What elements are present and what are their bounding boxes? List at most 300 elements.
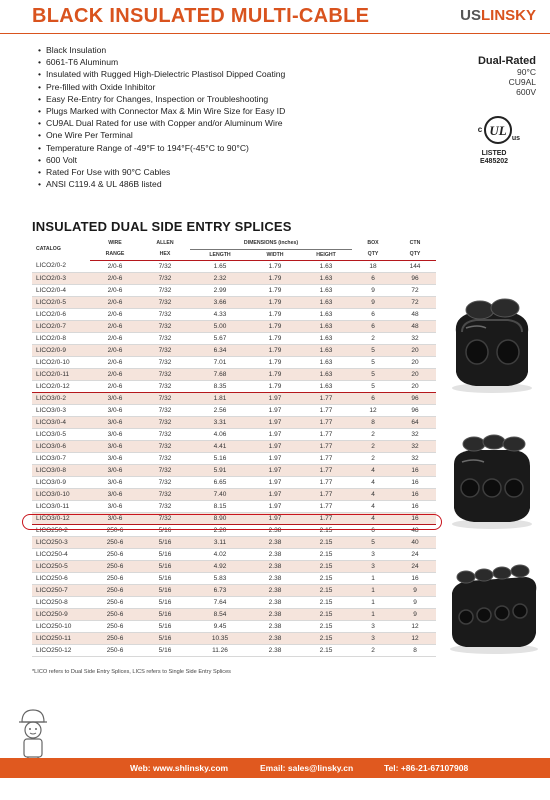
table-cell: 7/32 xyxy=(140,344,190,356)
table-cell: 48 xyxy=(394,524,436,536)
table-cell: 5/16 xyxy=(140,536,190,548)
table-cell: 2.38 xyxy=(250,608,300,620)
table-cell: 6.65 xyxy=(190,476,250,488)
table-row xyxy=(32,308,436,320)
table-cell: LICO250-10 xyxy=(32,620,90,632)
table-cell: 32 xyxy=(394,332,436,344)
table-cell: 5/16 xyxy=(140,524,190,536)
table-cell: 1.97 xyxy=(250,500,300,512)
table-cell: 250-6 xyxy=(90,524,140,536)
table-cell: 7/32 xyxy=(140,452,190,464)
table-cell: 7/32 xyxy=(140,512,190,524)
table-cell: LICO2/0-4 xyxy=(32,284,90,296)
table-cell: 250-6 xyxy=(90,584,140,596)
spec-table xyxy=(32,237,436,657)
table-cell: 9 xyxy=(394,584,436,596)
table-cell: 6.34 xyxy=(190,344,250,356)
table-cell: 1.63 xyxy=(300,308,352,320)
table-cell: 5/16 xyxy=(140,644,190,656)
rating-heading: Dual-Rated xyxy=(477,55,536,67)
table-cell: 2.15 xyxy=(300,560,352,572)
table-cell: 7.01 xyxy=(190,356,250,368)
table-cell: 2 xyxy=(352,440,394,452)
table-cell: 250-6 xyxy=(90,608,140,620)
table-cell: 5.00 xyxy=(190,320,250,332)
table-cell: 3/0-6 xyxy=(90,428,140,440)
table-cell: 7.68 xyxy=(190,368,250,380)
table-cell: 7/32 xyxy=(140,260,190,272)
table-cell: 1.79 xyxy=(250,272,300,284)
table-cell: 2.38 xyxy=(250,644,300,656)
table-cell: LICO3/0-11 xyxy=(32,500,90,512)
footer-tel: Tel: +86-21-67107908 xyxy=(384,763,469,773)
table-row xyxy=(32,632,436,644)
table-cell: LICO250-4 xyxy=(32,548,90,560)
table-cell: 1.97 xyxy=(250,452,300,464)
table-cell: 1.77 xyxy=(300,464,352,476)
footer-web: Web: www.shlinsky.com xyxy=(130,763,229,773)
table-row xyxy=(32,596,436,608)
table-cell: 2/0-6 xyxy=(90,272,140,284)
table-cell: 5/16 xyxy=(140,572,190,584)
table-cell: 16 xyxy=(394,512,436,524)
table-cell: 5/16 xyxy=(140,548,190,560)
table-cell: 7/32 xyxy=(140,440,190,452)
table-cell: 3 xyxy=(352,548,394,560)
table-cell: LICO250-7 xyxy=(32,584,90,596)
table-cell: 72 xyxy=(394,296,436,308)
table-cell: 2.15 xyxy=(300,632,352,644)
table-cell: 6 xyxy=(352,320,394,332)
table-cell: 1 xyxy=(352,584,394,596)
table-cell: 2.38 xyxy=(250,596,300,608)
table-cell: 7.40 xyxy=(190,488,250,500)
table-cell: 20 xyxy=(394,344,436,356)
table-cell: 1.65 xyxy=(190,260,250,272)
table-cell: 1 xyxy=(352,572,394,584)
table-cell: 7/32 xyxy=(140,272,190,284)
table-cell: 2/0-6 xyxy=(90,356,140,368)
table-cell: 16 xyxy=(394,500,436,512)
table-cell: 6 xyxy=(352,308,394,320)
table-cell: 3 xyxy=(352,560,394,572)
table-cell: 2/0-6 xyxy=(90,380,140,392)
table-cell: 2.15 xyxy=(300,608,352,620)
table-row xyxy=(32,404,436,416)
table-cell: 2 xyxy=(352,332,394,344)
table-cell: 5/16 xyxy=(140,620,190,632)
table-cell: 1.97 xyxy=(250,440,300,452)
svg-text:UL: UL xyxy=(489,123,507,138)
svg-text:us: us xyxy=(511,135,520,142)
table-cell: LICO3/0-9 xyxy=(32,476,90,488)
table-cell: 7/32 xyxy=(140,368,190,380)
ul-listed-label: LISTED E485202 xyxy=(480,150,509,165)
table-cell: 1.63 xyxy=(300,332,352,344)
table-cell: 1.63 xyxy=(300,296,352,308)
col-box-qty: BOX xyxy=(367,240,379,246)
table-cell: LICO250-2 xyxy=(32,524,90,536)
table-cell: 250-6 xyxy=(90,536,140,548)
table-cell: 7/32 xyxy=(140,416,190,428)
feature-item: • 6061-T6 Aluminum xyxy=(38,56,358,68)
table-cell: 12 xyxy=(394,620,436,632)
table-cell: 7/32 xyxy=(140,428,190,440)
table-cell: LICO250-3 xyxy=(32,536,90,548)
col-allen-hex-2: HEX xyxy=(140,249,190,260)
table-cell: 1.63 xyxy=(300,380,352,392)
table-cell: 1.79 xyxy=(250,308,300,320)
table-cell: 2/0-6 xyxy=(90,284,140,296)
col-length: LENGTH xyxy=(190,249,250,260)
table-cell: 1.77 xyxy=(300,488,352,500)
table-cell: LICO3/0-4 xyxy=(32,416,90,428)
table-cell: 5/16 xyxy=(140,584,190,596)
table-cell: LICO3/0-3 xyxy=(32,404,90,416)
feature-item: • One Wire Per Terminal xyxy=(38,129,358,141)
table-cell: 1.79 xyxy=(250,332,300,344)
table-cell: 6 xyxy=(352,392,394,404)
table-cell: 2.15 xyxy=(300,548,352,560)
table-cell: 1 xyxy=(352,596,394,608)
table-cell: 96 xyxy=(394,392,436,404)
table-row xyxy=(32,260,436,272)
table-cell: 10.35 xyxy=(190,632,250,644)
table-cell: 3/0-6 xyxy=(90,404,140,416)
col-height: HEIGHT xyxy=(300,249,352,260)
table-cell: LICO3/0-5 xyxy=(32,428,90,440)
table-cell: 1.77 xyxy=(300,452,352,464)
table-cell: 1.63 xyxy=(300,284,352,296)
table-cell: 7/32 xyxy=(140,392,190,404)
table-cell: 8 xyxy=(352,416,394,428)
table-cell: 1.77 xyxy=(300,392,352,404)
table-cell: 1.77 xyxy=(300,476,352,488)
table-cell: LICO250-12 xyxy=(32,644,90,656)
table-cell: 1.79 xyxy=(250,356,300,368)
table-cell: LICO250-9 xyxy=(32,608,90,620)
table-cell: 250-6 xyxy=(90,596,140,608)
table-cell: 2.15 xyxy=(300,572,352,584)
table-cell: 2.99 xyxy=(190,284,250,296)
table-row xyxy=(32,500,436,512)
table-cell: 2.38 xyxy=(250,536,300,548)
table-row xyxy=(32,440,436,452)
table-cell: 1.77 xyxy=(300,404,352,416)
table-row xyxy=(32,572,436,584)
three-port-splice-image xyxy=(448,430,536,530)
table-cell: 2.15 xyxy=(300,524,352,536)
table-cell: 7/32 xyxy=(140,332,190,344)
table-cell: 12 xyxy=(394,632,436,644)
table-cell: 3.11 xyxy=(190,536,250,548)
table-cell: 1.79 xyxy=(250,260,300,272)
svg-text:c: c xyxy=(477,125,483,134)
table-cell: 2/0-6 xyxy=(90,320,140,332)
table-cell: 2.20 xyxy=(190,524,250,536)
table-cell: 3/0-6 xyxy=(90,440,140,452)
rating-material: CU9AL xyxy=(508,77,536,87)
table-cell: 20 xyxy=(394,380,436,392)
table-cell: LICO2/0-6 xyxy=(32,308,90,320)
table-cell: 250-6 xyxy=(90,548,140,560)
table-cell: 7/32 xyxy=(140,404,190,416)
feature-item: • Black Insulation xyxy=(38,44,358,56)
table-cell: 2.32 xyxy=(190,272,250,284)
contact-footer xyxy=(0,758,550,778)
table-cell: 2/0-6 xyxy=(90,332,140,344)
table-cell: 8 xyxy=(394,644,436,656)
table-cell: 1.79 xyxy=(250,320,300,332)
table-row xyxy=(32,284,436,296)
rating-temperature: 90°C xyxy=(517,67,536,77)
table-cell: LICO250-5 xyxy=(32,560,90,572)
table-cell: 7/32 xyxy=(140,476,190,488)
rating-block xyxy=(478,55,536,97)
col-width: WIDTH xyxy=(250,249,300,260)
page-title: BLACK INSULATED MULTI-CABLE xyxy=(32,5,370,27)
table-cell: 5.91 xyxy=(190,464,250,476)
table-cell: LICO2/0-2 xyxy=(32,260,90,272)
table-cell: 250-6 xyxy=(90,572,140,584)
table-cell: 3/0-6 xyxy=(90,500,140,512)
table-row xyxy=(32,608,436,620)
footnote: *LICO refers to Dual Side Entry Splices, LICS refers to Single Side Entry Splices xyxy=(32,669,231,675)
table-cell: 2.38 xyxy=(250,584,300,596)
table-row xyxy=(32,464,436,476)
table-cell: 2.38 xyxy=(250,620,300,632)
table-cell: 1.97 xyxy=(250,488,300,500)
table-cell: LICO250-8 xyxy=(32,596,90,608)
feature-item: • Plugs Marked with Connector Max & Min Wire Size for Easy ID xyxy=(38,105,358,117)
table-cell: 2 xyxy=(352,452,394,464)
table-cell: LICO2/0-10 xyxy=(32,356,90,368)
table-cell: 1.79 xyxy=(250,296,300,308)
table-cell: 3.31 xyxy=(190,416,250,428)
table-cell: 2.38 xyxy=(250,632,300,644)
table-cell: 16 xyxy=(394,572,436,584)
table-row xyxy=(32,536,436,548)
table-cell: 2.38 xyxy=(250,560,300,572)
table-cell: 32 xyxy=(394,428,436,440)
table-cell: 5 xyxy=(352,380,394,392)
table-cell: 2.15 xyxy=(300,536,352,548)
table-row xyxy=(32,488,436,500)
table-cell: 7/32 xyxy=(140,320,190,332)
table-row xyxy=(32,296,436,308)
table-cell: 16 xyxy=(394,476,436,488)
table-row xyxy=(32,452,436,464)
table-cell: 16 xyxy=(394,464,436,476)
table-cell: 2.15 xyxy=(300,584,352,596)
table-cell: 5 xyxy=(352,368,394,380)
table-cell: 4.02 xyxy=(190,548,250,560)
header-divider xyxy=(0,33,550,34)
table-cell: 1.77 xyxy=(300,500,352,512)
table-cell: 4.06 xyxy=(190,428,250,440)
table-cell: 2/0-6 xyxy=(90,296,140,308)
table-cell: 1.77 xyxy=(300,416,352,428)
col-dimensions: DIMENSIONS (inches) xyxy=(190,237,352,249)
table-cell: 6 xyxy=(352,524,394,536)
table-cell: LICO3/0-2 xyxy=(32,392,90,404)
table-cell: 1.97 xyxy=(250,512,300,524)
table-cell: 5/16 xyxy=(140,560,190,572)
table-cell: 64 xyxy=(394,416,436,428)
table-cell: 1.63 xyxy=(300,356,352,368)
table-cell: 2.38 xyxy=(250,572,300,584)
table-cell: 1.97 xyxy=(250,404,300,416)
table-cell: 96 xyxy=(394,404,436,416)
table-cell: 7.64 xyxy=(190,596,250,608)
feature-list xyxy=(38,44,358,190)
table-cell: 96 xyxy=(394,272,436,284)
table-cell: 250-6 xyxy=(90,632,140,644)
table-cell: 12 xyxy=(352,404,394,416)
table-cell: 16 xyxy=(394,488,436,500)
table-cell: LICO3/0-12 xyxy=(32,512,90,524)
table-cell: 3/0-6 xyxy=(90,488,140,500)
table-cell: 9.45 xyxy=(190,620,250,632)
table-cell: 3/0-6 xyxy=(90,464,140,476)
table-row xyxy=(32,416,436,428)
table-cell: 7/32 xyxy=(140,464,190,476)
table-cell: 8.90 xyxy=(190,512,250,524)
table-cell: 250-6 xyxy=(90,644,140,656)
table-cell: 2.15 xyxy=(300,620,352,632)
table-cell: 3.66 xyxy=(190,296,250,308)
table-row xyxy=(32,368,436,380)
rating-voltage: 600V xyxy=(516,87,536,97)
table-cell: 1.77 xyxy=(300,440,352,452)
section-title: INSULATED DUAL SIDE ENTRY SPLICES xyxy=(32,219,292,234)
table-cell: 1.97 xyxy=(250,428,300,440)
table-cell: 3 xyxy=(352,632,394,644)
table-row xyxy=(32,320,436,332)
table-cell: 11.26 xyxy=(190,644,250,656)
table-cell: LICO2/0-5 xyxy=(32,296,90,308)
table-cell: 5.16 xyxy=(190,452,250,464)
table-cell: 7/32 xyxy=(140,500,190,512)
table-cell: LICO3/0-8 xyxy=(32,464,90,476)
table-cell: 5/16 xyxy=(140,632,190,644)
table-row xyxy=(32,620,436,632)
table-cell: 4 xyxy=(352,500,394,512)
table-cell: 8.35 xyxy=(190,380,250,392)
table-cell: LICO250-11 xyxy=(32,632,90,644)
table-cell: 4 xyxy=(352,488,394,500)
table-cell: 24 xyxy=(394,560,436,572)
table-cell: 5.83 xyxy=(190,572,250,584)
table-cell: 1.63 xyxy=(300,272,352,284)
table-cell: 2/0-6 xyxy=(90,308,140,320)
table-cell: 3/0-6 xyxy=(90,512,140,524)
table-row xyxy=(32,476,436,488)
feature-item: • Insulated with Rugged High-Dielectric Plastisol Dipped Coating xyxy=(38,68,358,80)
table-cell: 4 xyxy=(352,512,394,524)
col-catalog: CATALOG xyxy=(36,245,61,252)
table-cell: 2.56 xyxy=(190,404,250,416)
table-cell: 32 xyxy=(394,440,436,452)
table-cell: 5 xyxy=(352,536,394,548)
table-cell: 4.33 xyxy=(190,308,250,320)
brand-logo: USLINSKY xyxy=(460,7,536,24)
table-cell: 48 xyxy=(394,308,436,320)
table-cell: 1.79 xyxy=(250,344,300,356)
table-cell: 40 xyxy=(394,536,436,548)
table-cell: LICO2/0-12 xyxy=(32,380,90,392)
table-cell: 9 xyxy=(394,596,436,608)
table-cell: 7/32 xyxy=(140,356,190,368)
table-cell: 3/0-6 xyxy=(90,452,140,464)
table-cell: 1.63 xyxy=(300,368,352,380)
four-port-splice-image xyxy=(446,563,540,655)
table-cell: 2.38 xyxy=(250,524,300,536)
table-cell: 5 xyxy=(352,344,394,356)
table-cell: 4.92 xyxy=(190,560,250,572)
table-cell: 5/16 xyxy=(140,596,190,608)
table-row xyxy=(32,380,436,392)
table-cell: 2.38 xyxy=(250,548,300,560)
table-cell: 1 xyxy=(352,608,394,620)
table-cell: 1.79 xyxy=(250,284,300,296)
table-cell: 1.77 xyxy=(300,512,352,524)
table-cell: LICO3/0-10 xyxy=(32,488,90,500)
feature-item: • Rated For Use with 90°C Cables xyxy=(38,166,358,178)
table-row xyxy=(32,344,436,356)
table-row xyxy=(32,356,436,368)
feature-item: • ANSI C119.4 & UL 486B listed xyxy=(38,178,358,190)
table-row xyxy=(32,392,436,404)
table-cell: 2 xyxy=(352,644,394,656)
table-cell: 48 xyxy=(394,320,436,332)
table-cell: 8.54 xyxy=(190,608,250,620)
table-cell: 32 xyxy=(394,452,436,464)
table-cell: 5/16 xyxy=(140,608,190,620)
table-cell: 1.79 xyxy=(250,368,300,380)
table-cell: 2/0-6 xyxy=(90,260,140,272)
table-cell: 4.41 xyxy=(190,440,250,452)
col-ctn-qty-2: QTY xyxy=(394,249,436,260)
table-cell: 3 xyxy=(352,620,394,632)
table-cell: 9 xyxy=(394,608,436,620)
table-cell: 5.67 xyxy=(190,332,250,344)
col-wire-range: WIRE xyxy=(108,240,122,246)
table-cell: 2/0-6 xyxy=(90,344,140,356)
table-cell: 250-6 xyxy=(90,560,140,572)
table-cell: 6 xyxy=(352,272,394,284)
table-row xyxy=(32,560,436,572)
table-cell: LICO250-6 xyxy=(32,572,90,584)
table-cell: 2.15 xyxy=(300,596,352,608)
table-cell: 5 xyxy=(352,356,394,368)
table-cell: 1.77 xyxy=(300,428,352,440)
footer-email: Email: sales@linsky.cn xyxy=(260,763,354,773)
col-ctn-qty: CTN xyxy=(409,240,421,246)
table-cell: 4 xyxy=(352,476,394,488)
table-cell: 9 xyxy=(352,284,394,296)
col-allen-hex: ALLEN xyxy=(156,240,174,246)
table-cell: 8.15 xyxy=(190,500,250,512)
table-row xyxy=(32,272,436,284)
table-cell: 2/0-6 xyxy=(90,368,140,380)
table-cell: LICO2/0-11 xyxy=(32,368,90,380)
table-cell: 4 xyxy=(352,464,394,476)
table-cell: 1.97 xyxy=(250,392,300,404)
table-cell: 1.97 xyxy=(250,476,300,488)
table-cell: 7/32 xyxy=(140,380,190,392)
table-cell: 144 xyxy=(394,260,436,272)
